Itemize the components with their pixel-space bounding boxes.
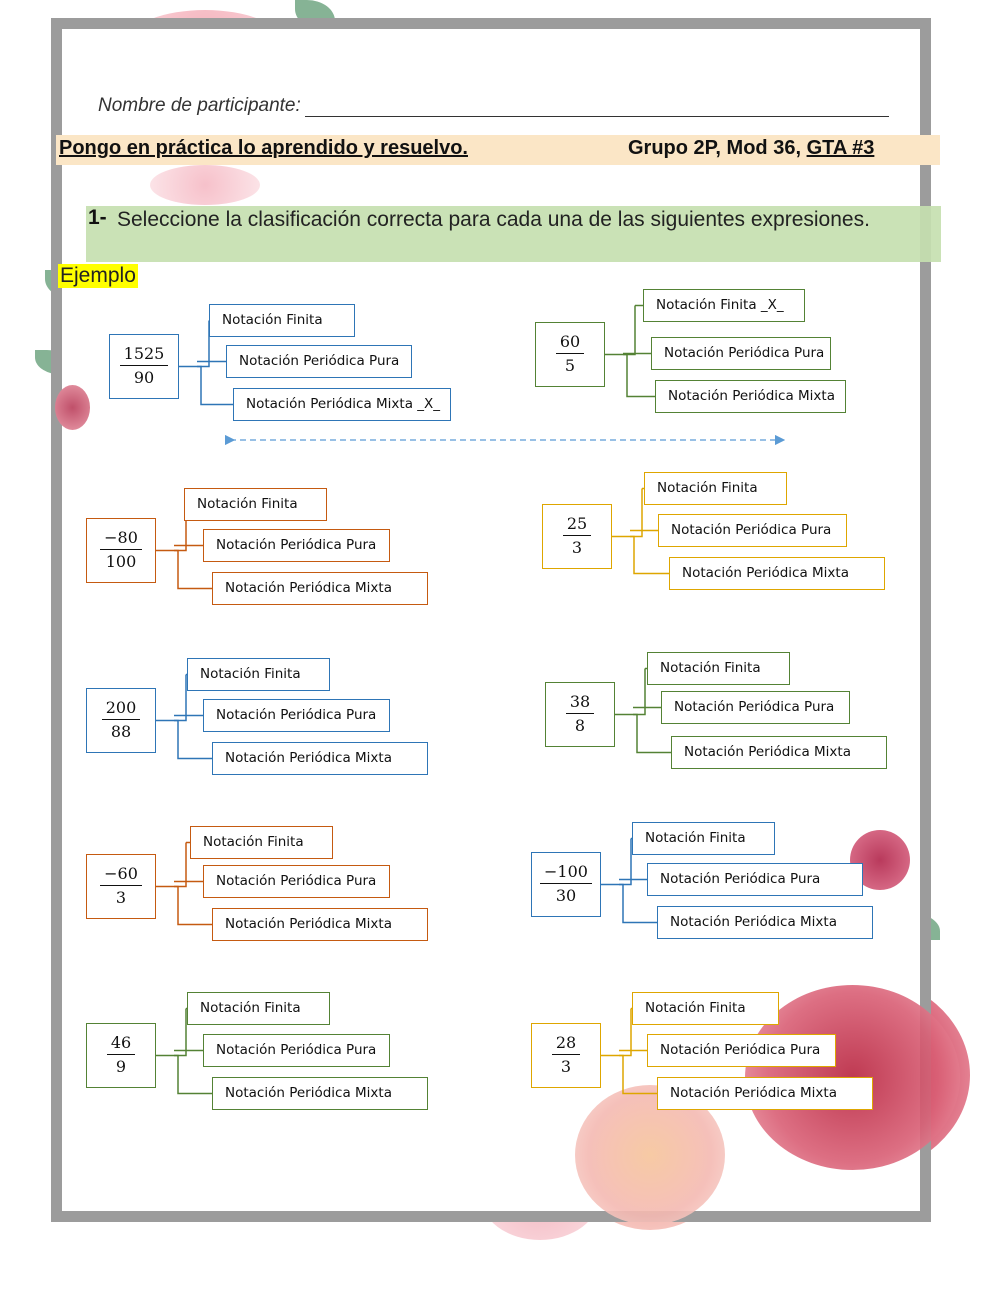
fraction-28-3 <box>531 1023 601 1088</box>
gta-label: GTA #3 <box>806 137 875 159</box>
denominator: 90 <box>133 368 155 387</box>
option-periodica-mixta[interactable]: Notación Periódica Mixta <box>657 1077 873 1110</box>
option-finita[interactable]: Notación Finita <box>647 652 790 685</box>
numerator: 200 <box>102 699 141 720</box>
denominator: 9 <box>115 1057 127 1076</box>
option-periodica-pura[interactable]: Notación Periódica Pura <box>203 529 390 562</box>
denominator: 30 <box>555 886 577 905</box>
option-finita[interactable]: Notación Finita <box>190 826 333 859</box>
denominator: 5 <box>564 356 576 375</box>
option-finita[interactable]: Notación Finita <box>632 822 775 855</box>
numerator: 38 <box>566 693 594 714</box>
numerator: −100 <box>540 863 592 884</box>
denominator: 3 <box>571 538 583 557</box>
denominator: 8 <box>574 716 586 735</box>
option-finita[interactable]: Notación Finita _X_ <box>643 289 805 322</box>
option-periodica-mixta[interactable]: Notación Periódica Mixta <box>669 557 885 590</box>
option-periodica-mixta[interactable]: Notación Periódica Mixta <box>655 380 846 413</box>
numerator: 25 <box>563 515 591 536</box>
option-periodica-pura[interactable]: Notación Periódica Pura <box>647 1034 836 1067</box>
option-periodica-pura[interactable]: Notación Periódica Pura <box>661 691 850 724</box>
option-finita[interactable]: Notación Finita <box>187 992 330 1025</box>
group-module-text: Grupo 2P, Mod 36, <box>628 137 807 159</box>
option-periodica-pura[interactable]: Notación Periódica Pura <box>651 337 831 370</box>
option-finita[interactable]: Notación Finita <box>644 472 787 505</box>
option-periodica-mixta[interactable]: Notación Periódica Mixta <box>657 906 873 939</box>
option-periodica-mixta[interactable]: Notación Periódica Mixta <box>212 742 428 775</box>
example-label: Ejemplo <box>60 264 136 287</box>
option-finita[interactable]: Notación Finita <box>187 658 330 691</box>
fraction-neg100-30 <box>531 852 601 917</box>
instruction-text: Seleccione la clasificación correcta para cada una de las siguientes expresiones. <box>117 208 870 231</box>
activity-title: Pongo en práctica lo aprendido y resuelvo. <box>59 137 468 159</box>
participant-name-label: Nombre de participante: <box>98 95 301 116</box>
numerator: −60 <box>100 865 142 886</box>
denominator: 88 <box>110 722 132 741</box>
fraction-200-88 <box>86 688 156 753</box>
option-periodica-mixta[interactable]: Notación Periódica Mixta <box>212 1077 428 1110</box>
instruction-number: 1- <box>88 206 107 229</box>
option-periodica-pura[interactable]: Notación Periódica Pura <box>203 865 390 898</box>
option-periodica-pura[interactable]: Notación Periódica Pura <box>658 514 847 547</box>
fraction-neg60-3 <box>86 854 156 919</box>
fraction-25-3 <box>542 504 612 569</box>
option-periodica-pura[interactable]: Notación Periódica Pura <box>203 699 390 732</box>
fraction-38-8 <box>545 682 615 747</box>
option-periodica-pura[interactable]: Notación Periódica Pura <box>226 345 412 378</box>
denominator: 3 <box>560 1057 572 1076</box>
group-module-label <box>628 137 874 160</box>
option-finita[interactable]: Notación Finita <box>209 304 355 337</box>
fraction-46-9 <box>86 1023 156 1088</box>
option-finita[interactable]: Notación Finita <box>632 992 779 1025</box>
numerator: 60 <box>556 333 584 354</box>
option-periodica-mixta[interactable]: Notación Periódica Mixta <box>212 908 428 941</box>
option-periodica-pura[interactable]: Notación Periódica Pura <box>647 863 863 896</box>
fraction-1525-90 <box>109 334 179 399</box>
option-periodica-pura[interactable]: Notación Periódica Pura <box>203 1034 390 1067</box>
denominator: 100 <box>105 552 137 571</box>
participant-name-field[interactable] <box>98 95 889 117</box>
numerator: −80 <box>100 529 142 550</box>
fraction-neg80-100 <box>86 518 156 583</box>
participant-name-blank[interactable] <box>305 98 889 117</box>
option-periodica-mixta[interactable]: Notación Periódica Mixta _X_ <box>233 388 451 421</box>
numerator: 28 <box>552 1034 580 1055</box>
numerator: 1525 <box>120 345 169 366</box>
option-periodica-mixta[interactable]: Notación Periódica Mixta <box>671 736 887 769</box>
option-periodica-mixta[interactable]: Notación Periódica Mixta <box>212 572 428 605</box>
fraction-60-5 <box>535 322 605 387</box>
option-finita[interactable]: Notación Finita <box>184 488 327 521</box>
numerator: 46 <box>107 1034 135 1055</box>
denominator: 3 <box>115 888 127 907</box>
